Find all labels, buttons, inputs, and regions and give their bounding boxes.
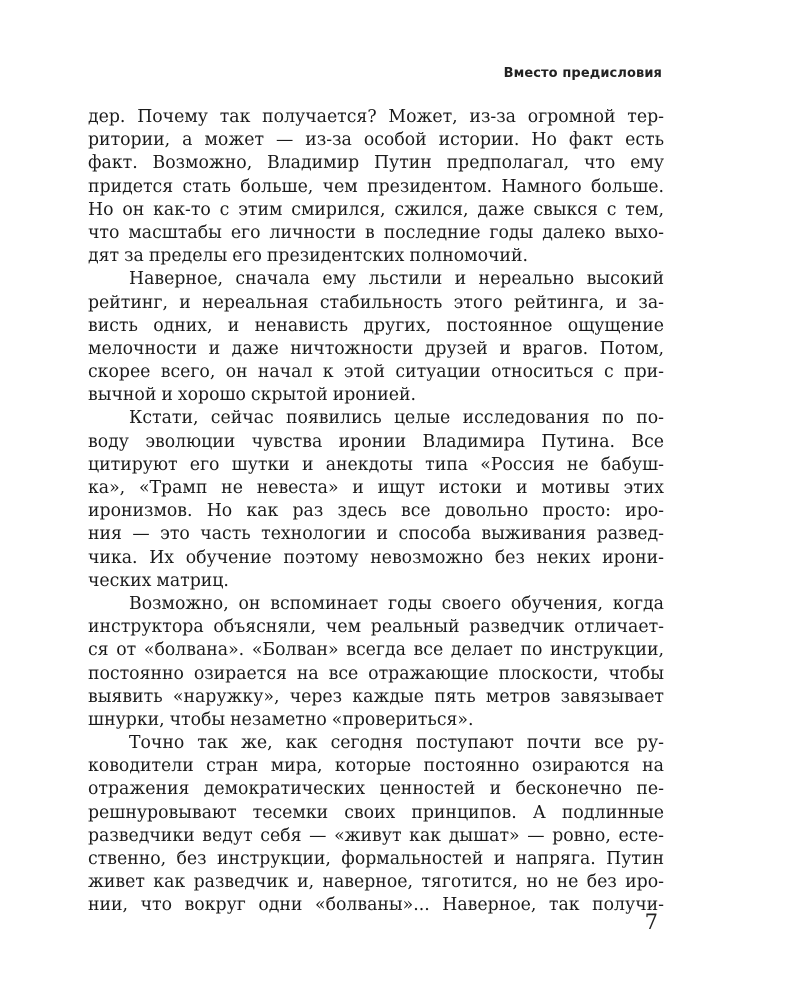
text-line: рейтинг, и нереальная стабильность этого рейтинга, и за- [88,292,664,313]
text-line: придется стать больше, чем президентом. Намного больше. [88,176,664,197]
text-line: ка», «Трамп не невеста» и ищут истоки и мотивы этих [88,478,664,498]
text-line: выявить «наружку», через каждые пять метров завязывает [88,686,664,707]
text-line: ководители стран мира, которые постоянно озираются на [88,756,664,777]
page-number: 7 [644,910,658,934]
text-line: ритории, а может — из-за особой истории. Но факт есть [88,130,664,151]
text-line: разведчики ведут себя — «живут как дышат» — ровно, есте- [88,825,664,846]
text-line: Но он как-то с этим смирился, сжился, даже свыкся с тем, [88,199,664,220]
text-line: дер. Почему так получается? Может, из-за огромной тер- [88,107,664,127]
text-line: воду эволюции чувства иронии Владимира Путина. Все [88,431,664,452]
text-line: Наверное, сначала ему льстили и нереально высокий [129,269,664,290]
text-line: цитируют его шутки и анекдоты типа «Россия не бабуш- [88,454,664,475]
text-line: ственно, без инструкции, формальностей и напряга. Путин [88,849,664,869]
text-line: Кстати, сейчас появились целые исследования по по- [129,408,664,429]
text-line: живет как разведчик и, наверное, тяготится, но не без иро- [88,872,664,893]
text-line: что масштабы его личности в последние годы далеко выхо- [88,222,664,243]
text-line: ся от «болвана». «Болван» всегда все делает по инструкции, [88,640,664,661]
text-line: скорее всего, он начал к этой ситуации относиться с при- [88,362,664,383]
text-line: иронизмов. Но как раз здесь все довольно просто: иро- [88,501,664,522]
text-line: постоянно озирается на все отражающие плоскости, чтобы [88,663,664,684]
text-line: дят за пределы его президентских полномочий. [88,246,528,267]
body-text [88,106,664,918]
text-line: отражения демократических ценностей и бесконечно пе- [88,779,664,800]
text-line: ческих матриц. [88,570,229,591]
text-line: чика. Их обучение поэтому невозможно без неких ирони- [88,547,664,568]
running-head: Вместо предисловия [503,66,662,81]
text-line: висть одних, и ненависть других, постоянное ощущение [88,315,664,336]
text-line: шнурки, чтобы незаметно «провериться». [88,709,474,730]
text-line: Возможно, он вспоминает годы своего обучения, когда [129,593,664,614]
text-line: ния — это часть технологии и способа выживания развед- [88,524,664,545]
text-line: вычной и хорошо скрытой иронией. [88,385,416,406]
text-line: факт. Возможно, Владимир Путин предполагал, что ему [88,153,664,174]
text-line: мелочности и даже ничтожности друзей и врагов. Потом, [88,338,664,359]
text-line: инструктора объясняли, чем реальный разведчик отличает- [88,617,664,638]
text-line: Точно так же, как сегодня поступают почти все ру- [129,733,664,754]
text-line: нии, что вокруг одни «болваны»... Наверное, так получи- [88,895,664,916]
text-line: решнуровывают тесемки своих принципов. А подлинные [88,802,664,823]
